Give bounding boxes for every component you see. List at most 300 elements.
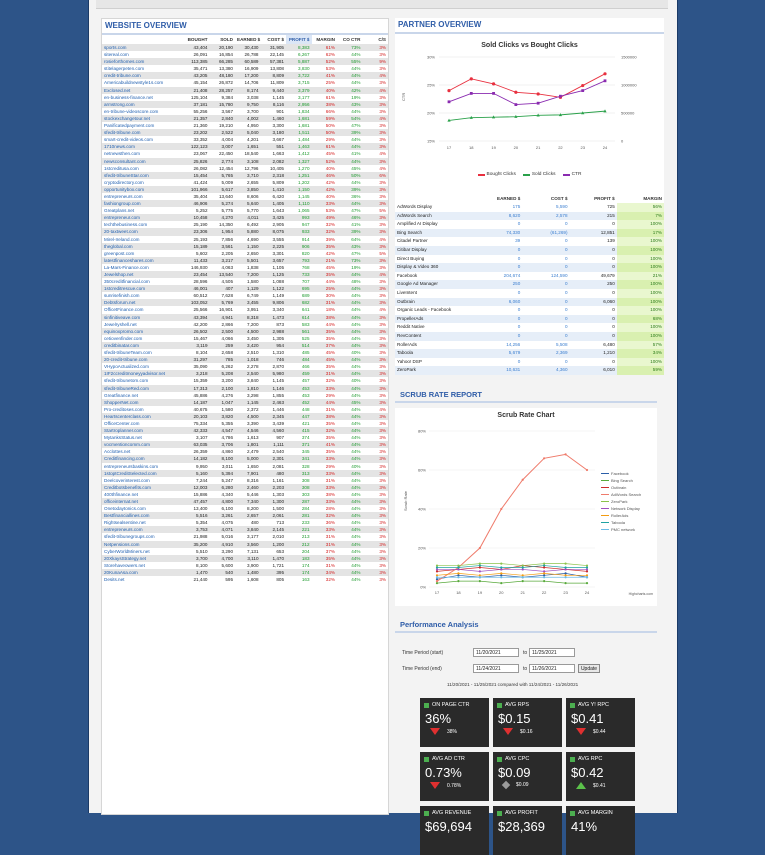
website-cell: 44% [337,427,363,434]
website-cell: 308 [301,477,310,483]
partner-name: Amplified AI Display [397,221,438,227]
website-row [102,377,388,384]
legend-label: Sold Clicks [531,172,556,177]
website-site-link[interactable]: sunrisefinish.com [104,293,140,299]
website-row [102,385,388,392]
website-cell: 23,454 [184,271,210,278]
website-cell: 36% [351,193,361,199]
website-site-link[interactable]: 400thfinance.net [104,491,138,497]
bought-point [470,77,473,80]
start-date-input-2[interactable]: 11/24/2021 [473,664,519,673]
website-cell: 5,640 [235,200,261,207]
y-tick-label: 0% [420,584,426,590]
website-site-link[interactable]: greenpost.com [104,250,135,256]
website-cell: 1,721 [272,562,284,568]
website-site-link[interactable]: Americabuildnewstyle1s.com [104,80,164,86]
website-row [102,158,388,165]
website-cell: 5,602 [196,250,208,256]
partner-cell: 5,679 [475,349,522,358]
website-site-link[interactable]: Startroplanner.com [102,427,184,434]
kpi-tile[interactable] [566,806,635,855]
kpi-tile[interactable] [420,806,489,855]
website-site-link[interactable]: Rightsealsentine.net [104,520,146,526]
kpi-compare [430,782,489,789]
website-site-link[interactable]: Debtsforum.net [102,299,184,306]
kpi-status-icon [570,811,575,816]
partner-cell: 100% [617,298,664,307]
website-cell: 36% [325,520,335,526]
website-site-link[interactable]: 1stoptCreditSelected.com [102,470,184,477]
partner-cell: 0 [522,246,569,255]
partner-table [395,194,664,375]
website-col-header[interactable]: SOLD [220,36,233,42]
website-cell: 45% [312,356,338,363]
website-site-link[interactable]: 20XkaysStrategy.net [102,555,184,562]
y2-tick-label: 1000000 [621,82,637,88]
website-cell: 3,840 [235,526,261,533]
website-cell: 3% [363,342,389,349]
website-cell: 345 [301,449,310,455]
website-row [102,328,388,335]
website-cell: 37% [325,548,335,554]
website-site-link[interactable]: cetiovenfinder.com [104,335,143,341]
partner-row [395,246,664,255]
x-tick-label: 19 [491,145,496,150]
scrub-point [457,564,459,566]
website-cell: 3% [363,200,389,207]
partner-row [395,366,664,375]
website-cell: 3,555 [272,236,284,242]
website-site-link[interactable]: 20-credit-tribune.com [102,356,184,363]
y2-tick-label: 1500000 [621,54,637,60]
x-tick-label: 20 [513,145,519,150]
website-cell: 2,522 [210,129,236,136]
website-site-link[interactable]: equinoxpromo.com [102,328,184,335]
website-cell: 1,149 [272,293,284,299]
website-cell: 8,316 [247,477,259,483]
website-col-header[interactable] [102,35,184,44]
scrub-point [522,566,524,568]
kpi-tile[interactable] [566,698,635,747]
bought-sold-chart-title: Sold Clicks vs Bought Clicks [481,42,578,49]
website-cell: 3% [379,548,386,554]
legend-item[interactable] [563,172,582,177]
partner-col-header[interactable]: PROFIT $ [594,195,615,201]
website-row [102,228,388,235]
website-cell: 40% [351,350,361,356]
website-cell: 18% [325,307,335,313]
partner-name: LiveIntent [397,289,417,295]
kpi-tile[interactable] [493,698,562,747]
website-cell: 768 [301,264,310,270]
bought-point [537,92,540,95]
website-site-link[interactable]: netnewsthen.com [104,151,141,157]
website-site-link[interactable]: Heartscenterclass.com [102,413,184,420]
website-cell: 25,193 [193,236,208,242]
website-site-link[interactable]: 20KunaAsa.com [102,569,184,576]
website-site-link[interactable]: sports.com [102,44,184,51]
legend-swatch [523,174,530,176]
website-site-link[interactable]: Greatplans.net [104,208,135,214]
website-col-header[interactable]: BOUGHT [187,36,208,42]
website-cell: 9,950 [196,463,208,469]
website-site-link[interactable]: ShopperNet.com [102,399,184,406]
update-button[interactable]: Update [578,664,600,673]
website-cell: 21,357 [184,115,210,122]
website-site-link[interactable]: La-Mars-Finance.com [104,264,149,270]
scrub-legend-label[interactable]: Taboola [611,520,626,525]
website-row [102,179,388,186]
website-row [102,129,388,136]
bought-point [447,89,450,92]
website-row [102,172,388,179]
partner-cell: 0 [570,246,617,255]
scrub-legend-label[interactable]: Outbrain [611,485,627,490]
kpi-label [497,702,562,708]
website-site-link[interactable]: Creditbotsbenefits.com [102,484,184,491]
partner-name: Reddit Native [397,324,425,330]
website-site-link[interactable]: Desits.net [104,577,125,583]
website-cell: 3% [379,123,386,129]
start-date-input-1[interactable]: 11/20/2021 [473,648,519,657]
kpi-label [424,810,489,816]
website-cell: 44% [351,137,361,143]
website-site-link[interactable]: sfedit-tribunegroups.com [104,534,155,540]
website-site-link[interactable]: Panificatedpayment.com [104,123,155,129]
website-cell: 3,425 [261,214,287,221]
website-cell: 146,930 [190,264,208,270]
website-cell: 395 [261,569,287,576]
website-cell: 1,473 [261,314,287,321]
x-tick-label: 21 [535,145,541,150]
scrub-point [543,457,545,459]
website-site-link[interactable]: VHypoActualized.com [104,364,149,370]
partner-col-header[interactable]: COST $ [550,195,568,201]
website-cell: 1,681 [286,115,312,122]
website-row [102,519,388,526]
website-col-header[interactable]: EARNED $ [237,36,261,42]
website-site-link[interactable]: Acclottes.net [104,449,131,455]
website-site-link[interactable]: Onetodaytonics.com [104,506,146,512]
website-cell: 42,333 [184,427,210,434]
website-site-link[interactable]: 1stcreditrescue.com [102,285,184,292]
website-site-link[interactable]: vocmentioncomm.com [102,441,184,448]
website-cell: 1,202 [298,179,310,185]
website-site-link[interactable]: armstrong.com [102,101,184,108]
partner-name: Organic Leads - Facebook [397,307,452,313]
website-site-link[interactable]: Exclosed.net [102,87,184,94]
website-site-link[interactable]: Netpensions.com [102,541,184,548]
partner-cell: 4,360 [522,366,569,375]
website-site-link[interactable]: rosieforthomes.com [102,58,184,65]
partner-cell: 0 [522,315,569,324]
website-site-link[interactable]: sitereal.com [104,52,129,58]
website-col-header[interactable]: MARGIN [316,36,335,42]
legend-item[interactable] [523,172,556,177]
time-period-end-label: Time Period (end) [402,666,442,672]
website-cell: 5,446 [247,491,259,497]
partner-cell: 8,620 [475,212,522,221]
website-site-link[interactable]: Mirel-Ireland.com [104,236,140,242]
website-cell: 6,280 [210,484,236,491]
website-site-link[interactable]: sfedit-tribunetom.com [104,378,149,384]
website-site-link[interactable]: Deelcoverinterest.com [104,477,150,483]
website-cell: 2,540 [235,370,261,377]
website-cell: 3,706 [210,441,236,448]
website-site-link[interactable]: en-business-finance.net [104,94,153,100]
to-label-2: to [523,666,528,672]
website-site-link[interactable]: newsconsultant.com [102,158,184,165]
scrub-legend-label[interactable]: ZeroPark [611,499,628,504]
website-site-link[interactable]: OfficeCenter.com [104,420,140,426]
partner-col-header[interactable] [395,194,475,203]
website-cell: 183 [286,555,312,562]
partner-cell: 0 [612,324,615,330]
website-row [102,108,388,115]
website-cell: 3% [363,228,389,235]
website-row [102,285,388,292]
partner-col-header[interactable]: MARGIN [643,195,662,201]
partner-cell: 10,631 [475,366,522,375]
website-cell: 3% [379,491,386,497]
kpi-compare [503,782,562,788]
website-site-link[interactable]: opportunitybox.com [102,186,184,193]
website-cell: 50% [325,123,335,129]
scrub-legend-label[interactable]: Facebook [611,471,629,476]
scrub-legend-label[interactable]: AdWords Search [611,492,642,497]
website-col-header[interactable]: COST $ [267,36,284,42]
website-site-link[interactable]: stockexchangetour.net [102,115,184,122]
top-bar [96,0,668,9]
website-site-link[interactable]: CyberWorldMiners.net [104,548,150,554]
website-row [102,79,388,86]
website-site-link[interactable]: 20-taxtweet.com [102,228,184,235]
website-cell: 17,200 [235,72,261,79]
website-cell: 44% [337,370,363,377]
y-tick-label: 40% [417,506,426,512]
website-cell: 13,540 [210,271,236,278]
website-row [102,498,388,505]
website-cell: 3,217 [210,257,236,264]
website-cell: 3,951 [247,307,259,313]
scrub-legend-label[interactable]: RollerAds [611,513,629,518]
website-cell: 61% [312,143,338,150]
y-tick-label: 25% [426,82,435,88]
website-cell: 3,567 [221,108,233,114]
website-row [102,505,388,512]
partner-name: Bing Search [395,229,475,238]
website-cell: 3,110 [235,555,261,562]
kpi-tile[interactable] [420,698,489,747]
website-cell: 19,210 [218,123,233,129]
partner-name: Yahoo! DSP [397,358,422,364]
website-cell: 682 [286,299,312,306]
website-cell: 7,200 [247,321,259,327]
legend-item[interactable] [478,172,516,177]
website-site-link[interactable]: en-tribune-videoscore.com [104,108,159,114]
scrub-legend-label[interactable]: Network Display [611,506,640,511]
kpi-status-icon [570,703,575,708]
website-cell: 1,613 [247,435,259,441]
kpi-label [570,810,635,816]
website-cell: 9,440 [261,87,287,94]
website-site-link[interactable]: techthebusiness.com [104,222,148,228]
website-site-link[interactable]: sfedit-tribuneTeam.com [104,350,152,356]
x-tick-label: 18 [456,590,461,595]
website-site-link[interactable]: 1710news.com [102,143,184,150]
website-cell: 8,200 [247,506,259,512]
website-site-link[interactable]: entrepreneurs.com [102,526,184,533]
kpi-tile[interactable] [566,752,635,801]
website-cell: 4% [363,115,389,122]
website-site-link[interactable]: Jewelshop.net [102,271,184,278]
website-cell: 3% [363,186,389,193]
website-row [102,434,388,441]
website-col-header[interactable]: C/S [378,36,386,42]
website-cell: 1,470 [184,569,210,576]
website-site-link[interactable]: sfedit-tribuneRed.com [102,385,184,392]
website-cell: 1,463 [286,143,312,150]
website-site-link[interactable]: Storehaveowers.net [104,562,145,568]
website-cell: 44% [351,52,361,58]
partner-cell: 0 [564,358,568,364]
website-site-link[interactable]: fashiongroup.com [102,200,184,207]
partner-cell: 100% [617,306,664,315]
y-axis-title: CTR [401,92,406,101]
partner-cell: 6,060 [570,298,617,307]
scrub-point [543,564,545,566]
end-date-input-1[interactable]: 11/25/2021 [529,648,575,657]
x-tick-label: 18 [469,145,474,150]
website-cell: 53% [325,66,335,72]
website-col-header[interactable]: CO CTR [342,36,361,42]
website-cell: 45% [351,165,361,171]
website-cell: 8,606 [247,193,259,199]
website-cell: 33% [312,200,338,207]
website-cell: 26,502 [184,328,210,335]
website-cell: 44% [337,470,363,477]
website-cell: 26,359 [193,449,208,455]
website-site-link[interactable]: credit-tribune.com [102,72,184,79]
website-site-link[interactable]: 1IF2ccreditmoneyyadvisor.net [102,370,184,377]
website-site-link[interactable]: 350creditfinancial.com [104,279,150,285]
website-cell: 60,589 [235,58,261,65]
partner-name: AdWords Search [395,212,475,221]
website-site-link[interactable]: 1stcreditusa.com [104,165,139,171]
website-cell: 1,327 [286,158,312,165]
website-cell: 3% [363,413,389,420]
website-cell: 2,345 [261,413,287,420]
scrub-legend-label[interactable]: PMC network [611,527,636,532]
website-cell: 35,090 [193,364,208,370]
website-cell: 16,901 [218,307,233,313]
website-cell: 3% [379,506,386,512]
kpi-label-text: ON PAGE CTR [432,702,470,708]
kpi-label-text: AVG RPC [578,756,603,762]
kpi-tile[interactable] [493,752,562,801]
website-cell: 3,300 [272,123,284,129]
website-cell: 4,786 [221,435,233,441]
kpi-label-text: AVG PROFIT [505,810,538,816]
website-col-header[interactable]: PROFIT $ [286,35,312,44]
x-tick-label: 19 [477,590,483,595]
website-cell: 3,700 [184,555,210,562]
website-cell: 5,765 [210,172,236,179]
website-site-link[interactable]: cryptodirectory.com [104,179,144,185]
website-site-link[interactable]: entrepreneursbaskins.com [104,463,159,469]
website-site-link[interactable]: stitelagerpeten.com [104,66,145,72]
scrub-point [586,576,588,578]
website-site-link[interactable]: officeinternat.net [102,498,184,505]
kpi-tile[interactable] [420,752,489,801]
website-site-link[interactable]: Bestfinanciallines.com [102,512,184,519]
partner-col-header[interactable]: EARNED $ [497,195,521,201]
website-row [102,392,388,399]
website-site-link[interactable]: creditbinatar.com [102,342,184,349]
scrub-point [457,568,459,570]
website-site-link[interactable]: sfedit-tribune.com [102,129,184,136]
y2-tick-label: 0 [621,138,624,144]
website-site-link[interactable]: sinfinitiveave.com [102,314,184,321]
website-cell: 8,383 [286,44,312,51]
website-cell: 174 [286,569,312,576]
website-cell: 31,905 [261,44,287,51]
website-cell: 12,003 [184,484,210,491]
website-cell: 3% [379,477,386,483]
partner-cell: 0 [517,324,521,330]
legend-swatch [563,174,570,176]
website-cell: 21,988 [193,534,208,540]
website-cell: 1,650 [247,463,259,469]
website-cell: 1,111 [261,441,287,448]
kpi-label [424,702,489,708]
website-site-link[interactable]: smart-credit-videos.com [104,137,154,143]
scrub-point [543,574,545,576]
website-site-link[interactable]: Creditfinancing.com [102,455,184,462]
scrub-legend-label[interactable]: Bing Search [611,478,633,483]
partner-name: RollerAds [397,341,417,347]
website-cell: 1,954 [210,228,236,235]
website-site-link[interactable]: entrepreneurs.com [104,193,143,199]
website-site-link[interactable]: MytanksStatus.net [104,435,142,441]
website-cell: 33% [312,470,338,477]
website-cell: 1,146 [261,385,287,392]
trend-down-icon [430,782,440,789]
trend-down-icon [430,728,440,735]
website-row [102,541,388,548]
website-site-link[interactable]: OfficetFinance.com [104,307,144,313]
website-site-link[interactable]: Jewelryshell.net [104,321,137,327]
website-site-link[interactable]: Greatfinance.net [104,392,138,398]
website-site-link[interactable]: entrepreneur.com [102,214,184,221]
website-cell: 3% [363,470,389,477]
partner-name: Facebook [397,272,418,278]
website-cell: 2,081 [272,463,284,469]
website-site-link[interactable]: Pro-creditoses.com [104,406,144,412]
kpi-tile[interactable] [493,806,562,855]
website-cell: 204 [301,548,310,554]
website-site-link[interactable]: sfedit-tribuneStar.com [102,172,184,179]
end-date-input-2[interactable]: 11/26/2021 [529,664,575,673]
website-cell: 75,334 [193,420,208,426]
website-cell: 873 [276,321,284,327]
website-row [102,463,388,470]
partner-cell: 0 [517,307,521,313]
website-cell: 5,355 [221,420,233,426]
website-site-link[interactable]: latestfinanceshares.com [102,257,184,264]
website-site-link[interactable]: theglobal.com [102,243,184,250]
website-cell: 35% [325,435,335,441]
